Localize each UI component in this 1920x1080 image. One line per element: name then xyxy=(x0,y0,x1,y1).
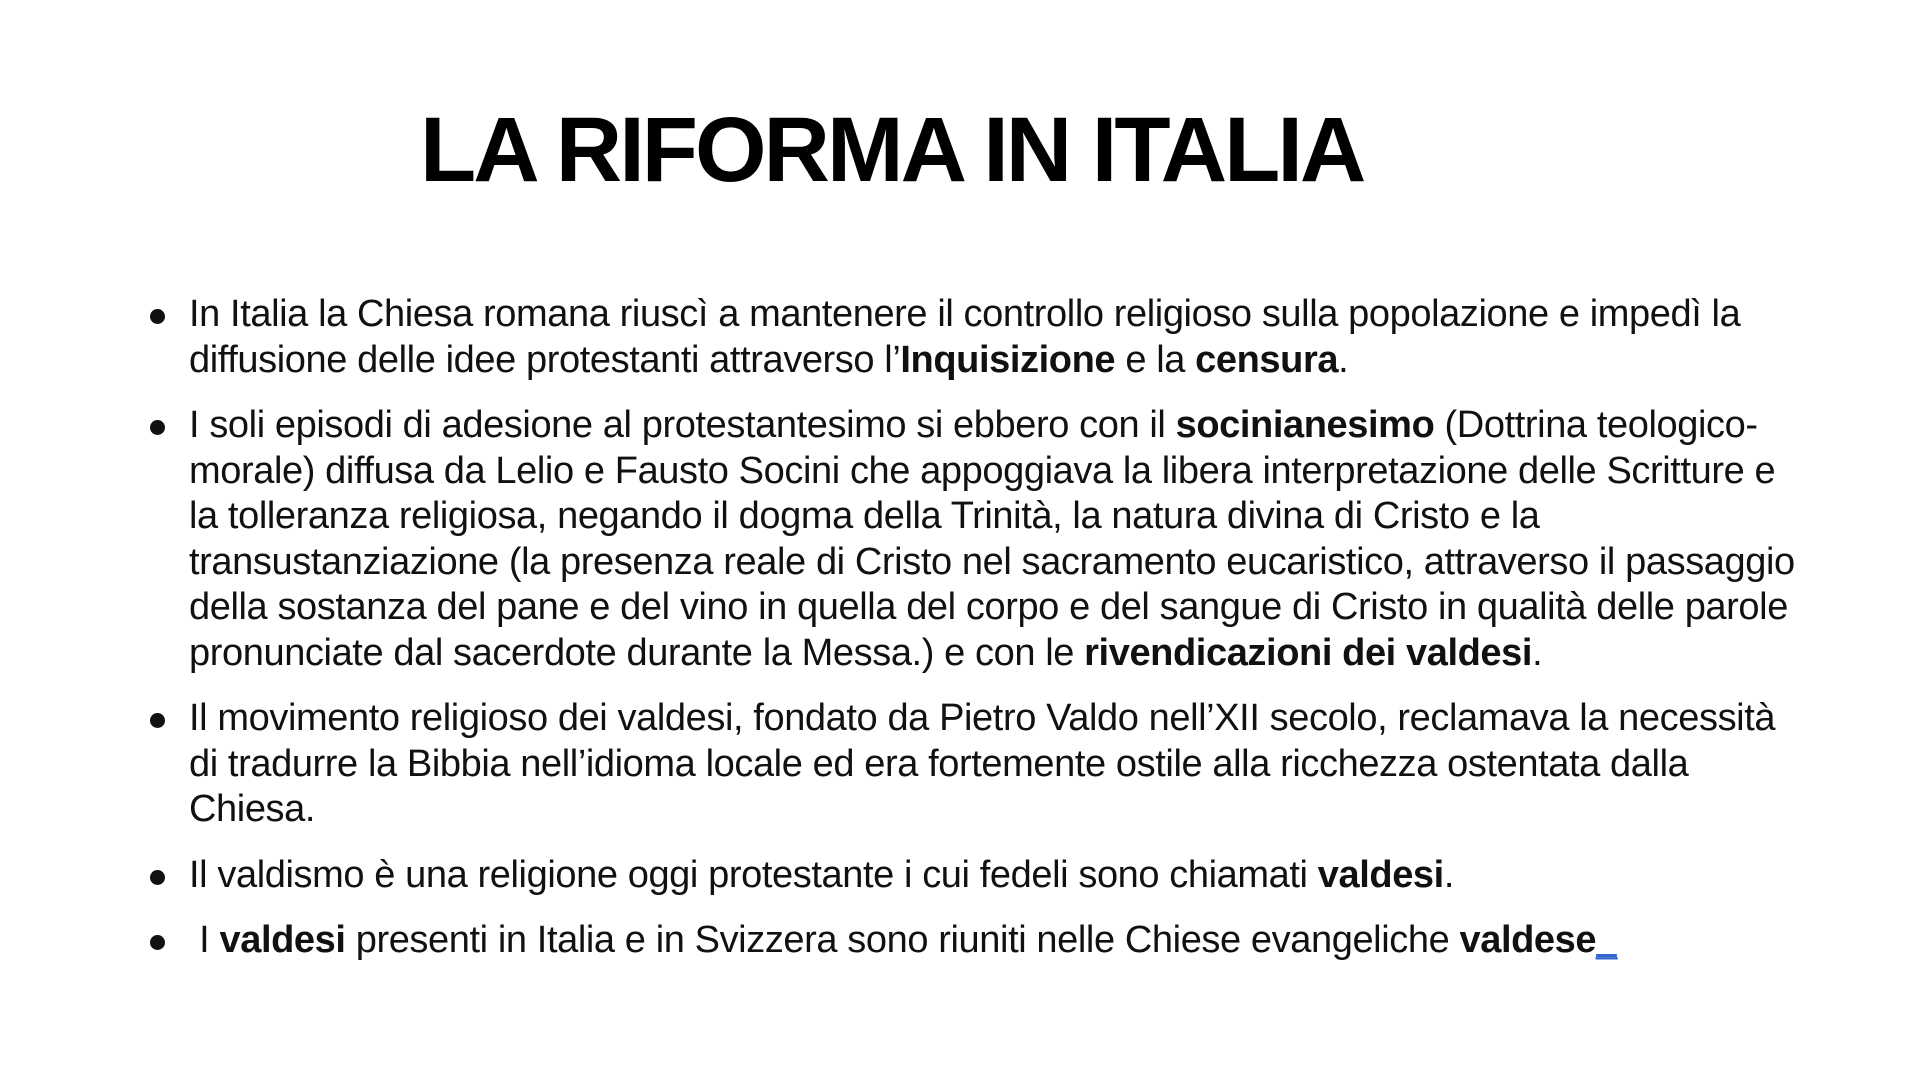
bullet-bold-term: Inquisizione xyxy=(900,338,1116,381)
bullet-socinianesimo xyxy=(147,403,1807,676)
bullet-text: . xyxy=(1532,631,1543,674)
bullet-movimento-valdesi xyxy=(147,696,1807,833)
bullet-bold-term: socinianesimo xyxy=(1175,404,1435,446)
bullet-list xyxy=(147,292,1807,984)
bullet-text: presenti in Italia e in Svizzera sono riuniti nelle Chiese evangeliche xyxy=(345,919,1460,961)
bullet-bold-term: valdesi xyxy=(1317,853,1444,896)
bullet-bold-term: valdesi xyxy=(219,919,346,961)
bullet-dot-icon xyxy=(150,935,165,950)
bullet-trailing-mark: _ xyxy=(1596,919,1617,961)
bullet-bold-term: censura xyxy=(1195,338,1339,381)
bullet-bold-term: rivendicazioni dei valdesi xyxy=(1084,631,1533,674)
bullet-chiese-evangeliche xyxy=(147,918,1807,964)
bullet-text: . xyxy=(1443,853,1454,896)
bullet-bold-term: valdese xyxy=(1459,919,1597,961)
slide-title: LA RIFORMA IN ITALIA xyxy=(420,99,1364,201)
bullet-dot-icon xyxy=(150,713,165,728)
bullet-text: Il movimento religioso dei valdesi, fondato da Pietro Valdo nell’XII secolo, reclamava la necessità di tradurre la Bibbia nell’idioma locale ed era fortemente ostile alla ricchezza ostentata dalla Chiesa. xyxy=(189,697,1776,830)
bullet-text: (Dottrina teologico-morale) diffusa da Lelio e Fausto Socini che appoggiava la libera interpretazione delle Scritture e la tolleranza religiosa, negando il dogma della Trinità, la natura divina di Cristo e la transustanziazione (la presenza reale di Cristo nel sacramento eucaristico, attraverso il passaggio della sostanza del pane e del vino in quella del corpo e del sangue di Cristo in qualità delle parole pronunciate dal sacerdote durante la Messa.) e con le xyxy=(189,404,1795,674)
bullet-text: e la xyxy=(1115,338,1196,381)
bullet-dot-icon xyxy=(150,870,165,885)
bullet-dot-icon xyxy=(150,309,165,324)
bullet-dot-icon xyxy=(150,420,165,435)
bullet-text: Il valdismo è una religione oggi protestante i cui fedeli sono chiamati xyxy=(189,853,1318,896)
bullet-text: In Italia la Chiesa romana riuscì a mantenere il controllo religioso sulla popolazione e impedì la diffusione delle idee protestanti attraverso l’ xyxy=(189,293,1741,381)
bullet-inquisizione xyxy=(147,292,1807,383)
bullet-valdismo xyxy=(147,853,1807,899)
bullet-text: . xyxy=(1338,338,1349,381)
bullet-text: I xyxy=(189,919,220,961)
bullet-text: I soli episodi di adesione al protestantesimo si ebbero con il xyxy=(189,404,1176,446)
